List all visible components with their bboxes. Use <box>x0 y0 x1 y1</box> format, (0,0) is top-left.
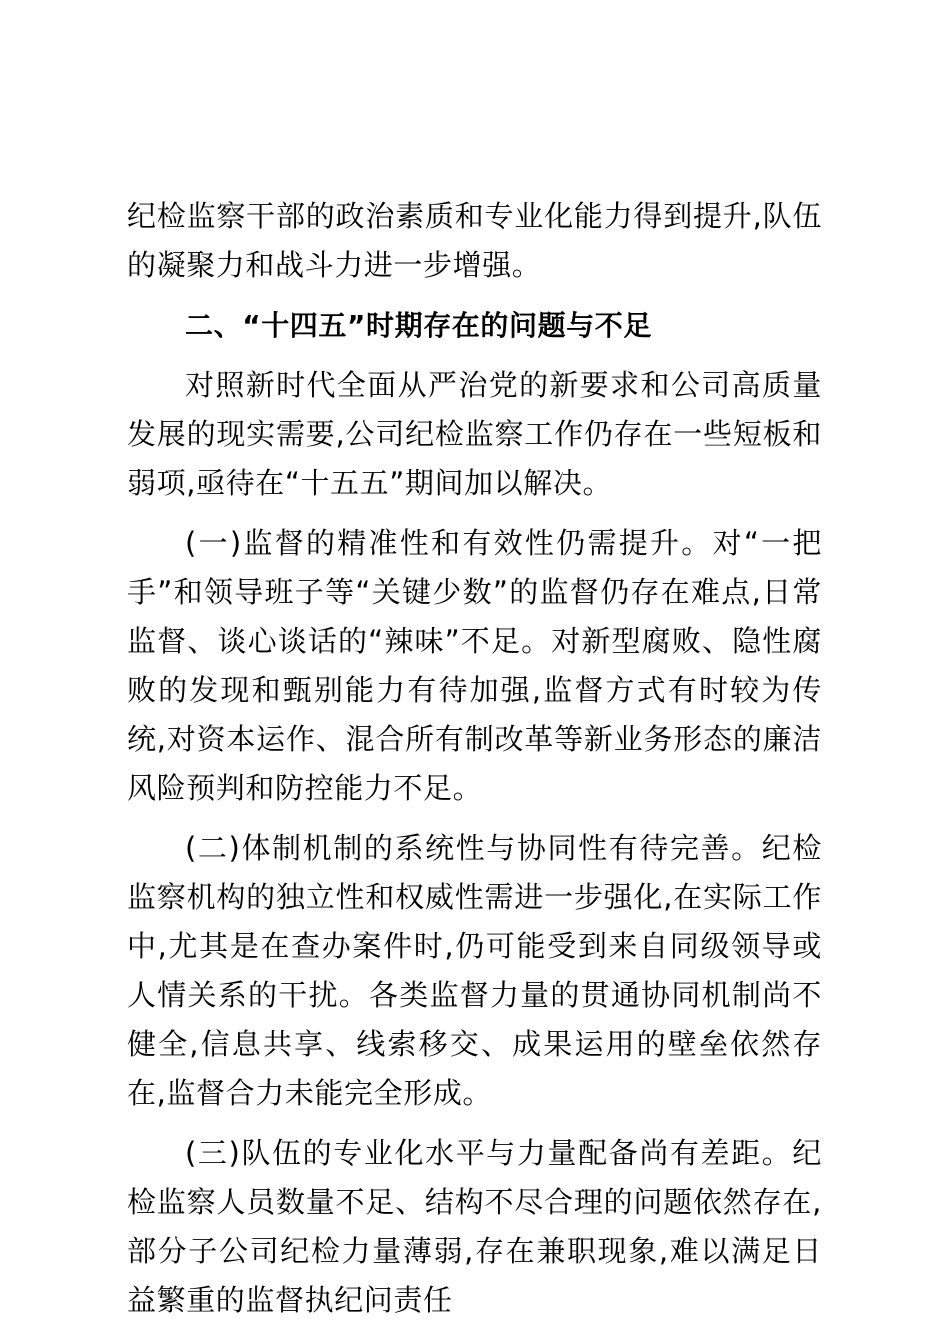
paragraph-item-2: (二)体制机制的系统性与协同性有待完善。纪检监察机构的独立性和权威性需进一步强化,在实际工作中,尤其是在查办案件时,仍可能受到来自同级领导或人情关系的干扰。各类监督力量的贯通协同机制尚不健全,信息共享、线索移交、成果运用的壁垒依然存在,监督合力未能完全形成。 <box>127 831 822 1110</box>
paragraph-item-3: (三)队伍的专业化水平与力量配备尚有差距。纪检监察人员数量不足、结构不尽合理的问题依然存在,部分子公司纪检力量薄弱,存在兼职现象,难以满足日益繁重的监督执纪问责任 <box>127 1136 822 1317</box>
section-heading: 二、“十四五”时期存在的问题与不足 <box>185 309 653 342</box>
paragraph-item-1: (一)监督的精准性和有效性仍需提升。对“一把手”和领导班子等“关键少数”的监督仍存在难点,日常监督、谈心谈话的“辣味”不足。对新型腐败、隐性腐败的发现和甄别能力有待加强,监督方式有时较为传统,对资本运作、混合所有制改革等新业务形态的廉洁风险预判和防控能力不足。 <box>127 526 822 805</box>
paragraph-continuation: 纪检监察干部的政治素质和专业化能力得到提升,队伍的凝聚力和战斗力进一步增强。 <box>127 199 822 282</box>
paragraph-intro: 对照新时代全面从严治党的新要求和公司高质量发展的现实需要,公司纪检监察工作仍存在一些短板和弱项,亟待在“十五五”期间加以解决。 <box>127 368 822 500</box>
document-body <box>127 192 822 1336</box>
